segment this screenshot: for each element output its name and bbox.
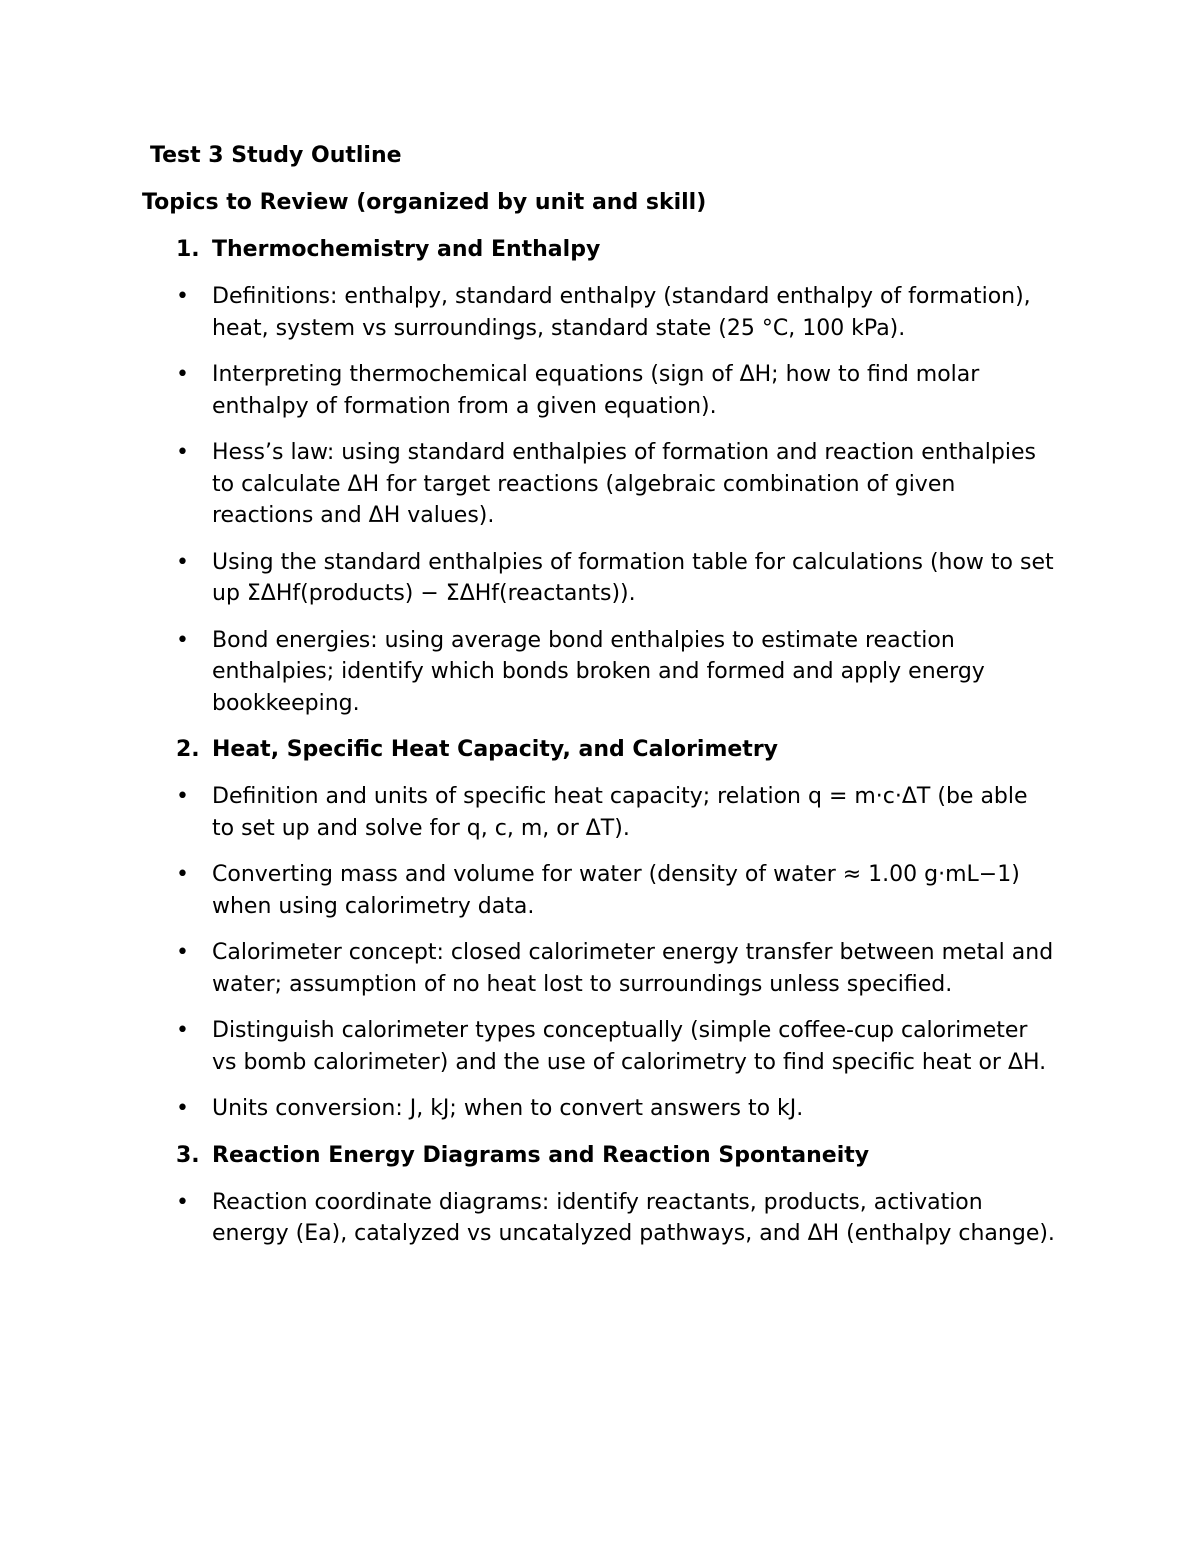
bullet-icon: • <box>176 940 189 965</box>
section-number: 3. <box>176 1142 200 1168</box>
section-heading <box>176 734 1056 766</box>
list-item-text: Distinguish calorimeter types conceptually (simple coffee-cup calorimeter vs bomb calorimeter) and the use of calorimetry to find specific heat or ΔH. <box>212 1018 1047 1075</box>
section-number: 2. <box>176 737 200 762</box>
list-item-text: Hess’s law: using standard enthalpies of formation and reaction enthalpies to calculate ΔH for target reactions (algebraic combination of given reactions and ΔH values). <box>212 440 1036 528</box>
bullet-icon: • <box>176 1096 189 1121</box>
list-item-text: Bond energies: using average bond enthalpies to estimate reaction enthalpies; identify which bonds broken and formed and apply energy bookkeeping. <box>212 627 985 716</box>
section-number: 1. <box>176 237 200 262</box>
list-item <box>176 1015 1056 1078</box>
list-item <box>176 1187 1056 1250</box>
list-item <box>176 859 1056 922</box>
list-item <box>176 781 1056 844</box>
section-calorimetry <box>176 734 1056 1125</box>
section-title: Heat, Specific Heat Capacity, and Calorimetry <box>212 737 779 762</box>
list-item <box>176 937 1056 1000</box>
bullet-list <box>176 281 1056 719</box>
list-item <box>176 1093 1056 1125</box>
bullet-icon: • <box>176 1189 189 1215</box>
bullet-icon: • <box>176 362 189 387</box>
bullet-list <box>176 1187 1056 1250</box>
section-title: Reaction Energy Diagrams and Reaction Spontaneity <box>212 1142 870 1168</box>
document-subtitle: Topics to Review (organized by unit and skill) <box>142 190 707 215</box>
bullet-icon: • <box>176 1018 189 1043</box>
list-item-text: Units conversion: J, kJ; when to convert answers to kJ. <box>212 1096 804 1121</box>
list-item-text: Interpreting thermochemical equations (sign of ΔH; how to find molar enthalpy of formation from a given equation). <box>212 362 980 419</box>
list-item-text: Using the standard enthalpies of formation table for calculations (how to set up ΣΔHf(products) − ΣΔHf(reactants)). <box>212 549 1054 606</box>
list-item <box>176 281 1056 344</box>
bullet-icon: • <box>176 440 189 465</box>
bullet-icon: • <box>176 784 189 809</box>
bullet-list <box>176 781 1056 1125</box>
bullet-icon: • <box>176 627 189 653</box>
list-item-text: Reaction coordinate diagrams: identify reactants, products, activation energy (Ea), catalyzed vs uncatalyzed pathways, and ΔH (enthalpy change). <box>212 1189 1055 1246</box>
list-item-text: Converting mass and volume for water (density of water ≈ 1.00 g·mL−1) when using calorimetry data. <box>212 862 1020 919</box>
list-item-text: Definitions: enthalpy, standard enthalpy (standard enthalpy of formation), heat, system vs surroundings, standard state (25 °C, 100 kPa). <box>212 284 1031 341</box>
list-item <box>176 625 1056 720</box>
list-item-text: Definition and units of specific heat capacity; relation q = m·c·ΔT (be able to set up and solve for q, c, m, or ΔT). <box>212 784 1028 841</box>
bullet-icon: • <box>176 284 189 309</box>
section-thermochemistry <box>176 234 1056 719</box>
bullet-icon: • <box>176 862 189 887</box>
list-item <box>176 437 1056 532</box>
list-item <box>176 359 1056 422</box>
list-item-text: Calorimeter concept: closed calorimeter energy transfer between metal and water; assumption of no heat lost to surroundings unless specified. <box>212 940 1054 997</box>
section-heading <box>176 234 1056 266</box>
document-title: Test 3 Study Outline <box>150 143 402 168</box>
section-energy-diagrams <box>176 1140 1056 1250</box>
section-title: Thermochemistry and Enthalpy <box>212 237 601 262</box>
bullet-icon: • <box>176 549 189 575</box>
section-heading <box>176 1140 1056 1172</box>
list-item <box>176 547 1056 610</box>
outline-content <box>176 234 1056 1265</box>
